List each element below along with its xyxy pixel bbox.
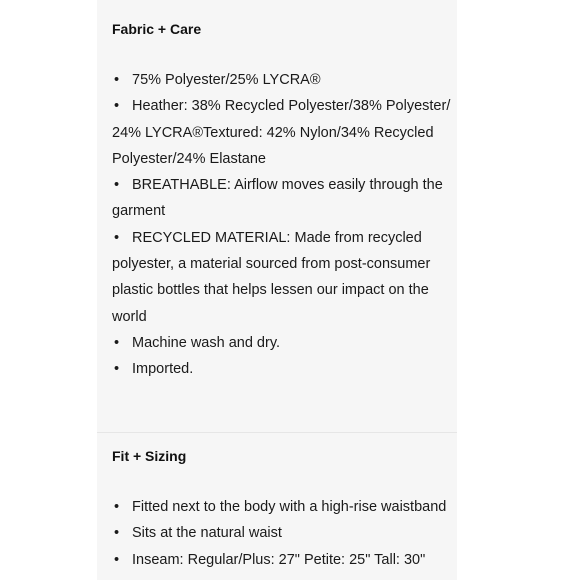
fabric-care-list	[112, 67, 457, 383]
list-item: • Heather: 38% Recycled Polyester/38% Polyester/ 24% LYCRA®Textured: 42% Nylon/34% Recycled Polyester/24% Elastane	[112, 93, 457, 172]
list-item: • BREATHABLE: Airflow moves easily through the garment	[112, 172, 457, 225]
list-item: • Inseam: Regular/Plus: 27" Petite: 25" Tall: 30"	[112, 547, 457, 573]
fit-sizing-panel	[97, 433, 457, 580]
list-item: • RECYCLED MATERIAL: Made from recycled polyester, a material sourced from post-consumer plastic bottles that helps lessen our impact on the world	[112, 225, 457, 330]
fabric-care-title: Fabric + Care	[112, 21, 202, 37]
fit-sizing-list	[112, 494, 457, 573]
fit-sizing-title: Fit + Sizing	[112, 448, 187, 464]
list-item: • Imported.	[112, 356, 457, 382]
list-item: • Fitted next to the body with a high-rise waistband	[112, 494, 457, 520]
list-item: • Sits at the natural waist	[112, 520, 457, 546]
list-item: • Machine wash and dry.	[112, 330, 457, 356]
fabric-care-panel	[97, 0, 457, 432]
list-item: • 75% Polyester/25% LYCRA®	[112, 67, 457, 93]
